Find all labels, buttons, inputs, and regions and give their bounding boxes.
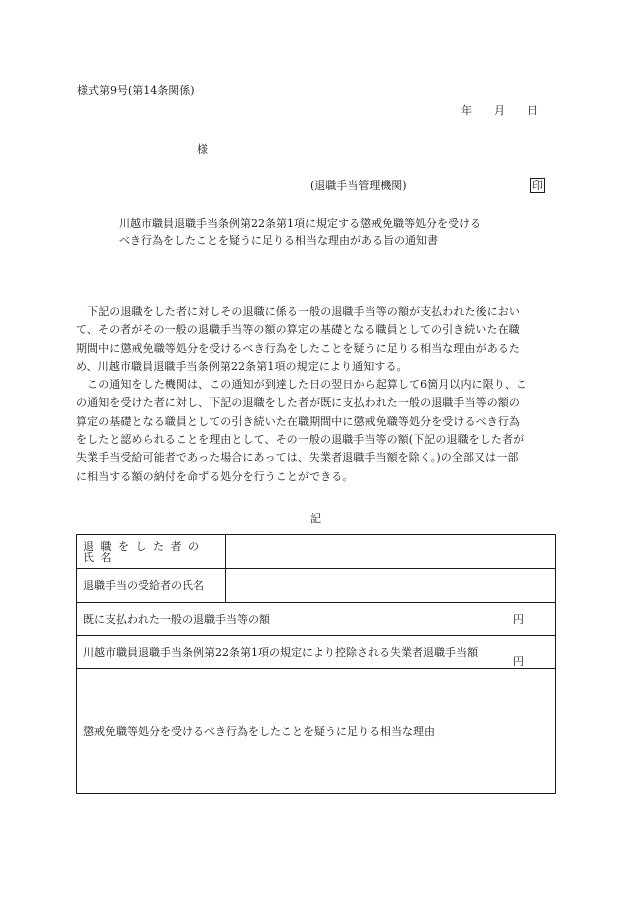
table-row: [77, 569, 556, 603]
deducted-amount-field[interactable]: [77, 636, 556, 669]
notice-body: [76, 303, 556, 486]
body-line: 算定の基礎となる職員としての引き続いた在職期間中に懲戒免職等処分を受けるべき行為: [76, 414, 520, 428]
recipient-name-label: 退職手当の受給者の氏名: [77, 569, 226, 603]
body-line: 下記の退職をした者に対しその退職に係る一般の退職手当等の額が支払われた後におい: [87, 305, 521, 318]
retiree-name-label: 退職をした者の氏名: [77, 535, 226, 569]
retiree-name-field[interactable]: [226, 535, 556, 569]
body-line: に相当する額の納付を命ずる処分を行うことができる。: [76, 469, 354, 483]
paid-amount-label: 既に支払われた一般の退職手当等の額: [83, 612, 270, 626]
seal-mark: 印: [532, 179, 543, 192]
date-year-label: 年: [461, 104, 472, 117]
title-line-1: 川越市職員退職手当条例第22条第1項に規定する懲戒免職等処分を受ける: [119, 217, 481, 230]
body-line: この通知をした機関は、この通知が到達した日の翌日から起算して6箇月以内に限り、こ: [87, 378, 528, 392]
table-row: [77, 636, 556, 669]
body-line: の通知を受けた者に対し、下記の退職をした者が既に支払われた一般の退職手当等の額の: [76, 396, 520, 410]
table-row: [77, 669, 556, 794]
reason-label: 懲戒免職等処分を受けるべき行為をしたことを疑うに足りる相当な理由: [83, 724, 435, 738]
addressee-suffix: 様: [197, 143, 208, 156]
form-number: 様式第9号(第14条関係): [77, 84, 195, 97]
record-table: [76, 534, 556, 794]
table-row: [77, 535, 556, 569]
body-line: て、その者がその一般の退職手当等の額の算定の基礎となる職員としての引き続いた在職: [76, 323, 520, 337]
table-row: [77, 603, 556, 636]
date-day-label: 日: [527, 104, 538, 117]
recipient-name-field[interactable]: [226, 569, 556, 603]
body-line: め、川越市職員退職手当条例第22条第1項の規定により通知する。: [76, 359, 408, 373]
document-title: [119, 215, 481, 249]
reason-field[interactable]: [77, 669, 556, 794]
date-month-label: 月: [494, 104, 505, 117]
ki-heading: 記: [310, 512, 321, 525]
title-line-2: べき行為をしたことを疑うに足りる相当な理由がある旨の通知書: [119, 234, 438, 247]
body-line: 失業手当受給可能者であった場合にあっては、失業者退職手当額を除く。)の全部又は一部: [76, 451, 519, 465]
paid-amount-field[interactable]: [77, 603, 556, 636]
date-line: [461, 105, 538, 116]
body-line: 期間中に懲戒免職等処分を受けるべき行為をしたことを疑うに足りる相当な理由があるた: [76, 341, 520, 355]
deducted-amount-unit: 円: [513, 655, 524, 668]
issuer-label: (退職手当管理機関): [310, 179, 407, 192]
deducted-amount-label: 川越市職員退職手当条例第22条第1項の規定により控除される失業者退職手当額: [83, 645, 478, 659]
body-paragraph-1: [76, 303, 556, 376]
paid-amount-unit: 円: [513, 613, 524, 626]
body-paragraph-2: [76, 376, 556, 486]
body-line: をしたと認められることを理由として、その一般の退職手当等の額(下記の退職をした者が: [76, 433, 525, 447]
